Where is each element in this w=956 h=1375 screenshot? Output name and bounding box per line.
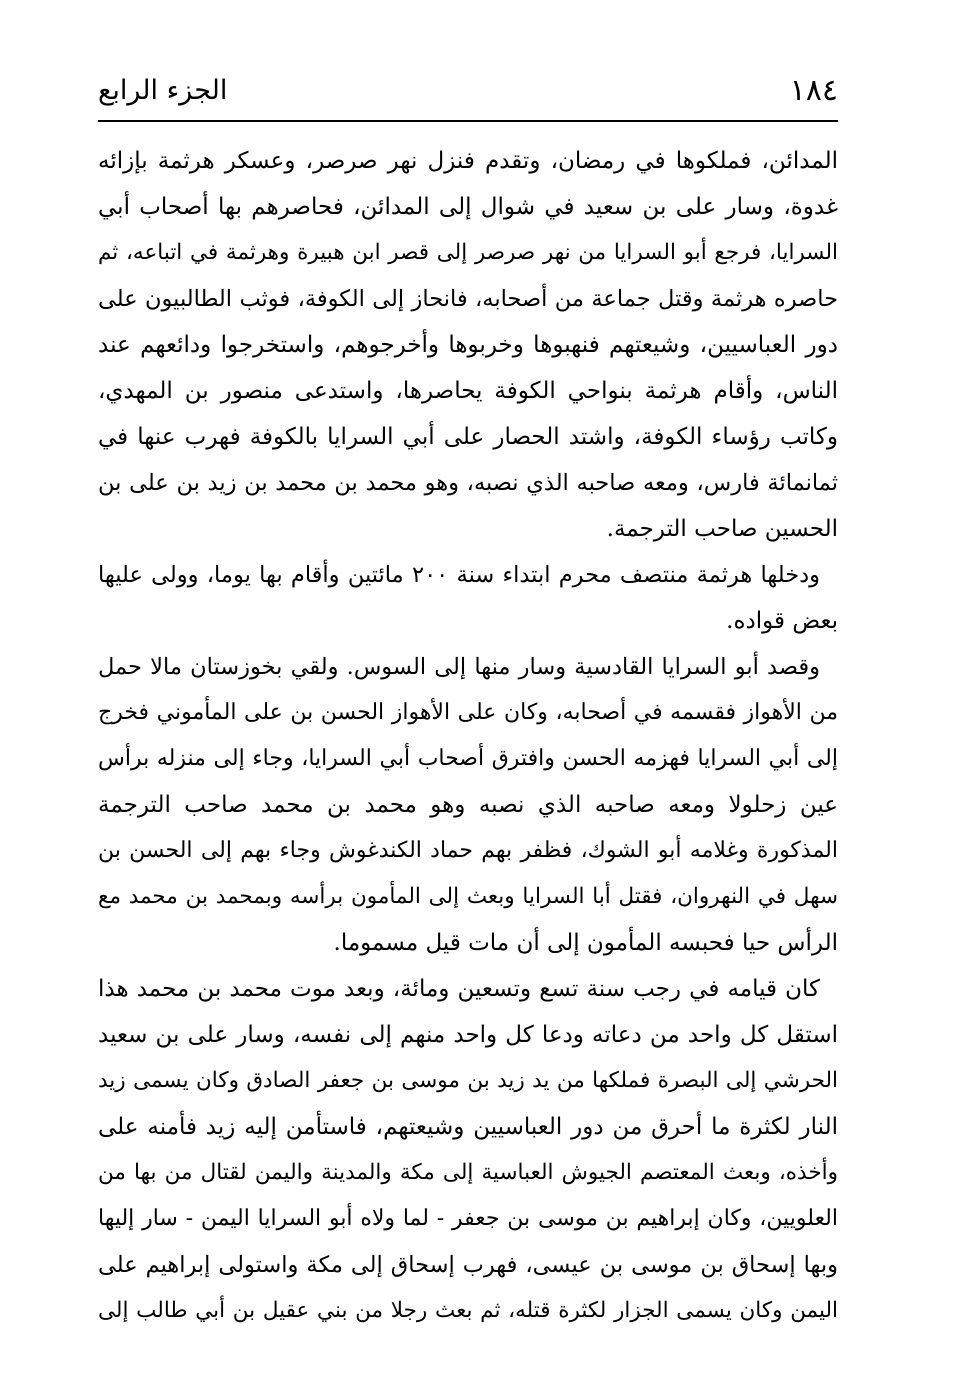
- page-number: ١٨٤: [789, 73, 838, 108]
- text-line: اليمن وكان يسمى الجزار لكثرة قتله، ثم بعث رجلا من بني عقيل بن أبي طالب إلى: [98, 1298, 838, 1323]
- text-line: ثمانمائة فارس، ومعه صاحبه الذي نصبه، وهو محمد بن محمد بن زيد بن على بن: [98, 470, 838, 496]
- text-line: وأخذه، وبعث المعتصم الجيوش العباسية إلى مكة والمدينة واليمن لقتال من بها من: [98, 1160, 838, 1185]
- text-line: من الأهواز فقسمه في أصحابه، وكان على الأهواز الحسن بن على المأموني فخرج: [98, 700, 838, 725]
- text-line: الناس، وأقام هرثمة بنواحي الكوفة يحاصرها، واستدعى منصور بن المهدي،: [98, 378, 838, 404]
- text-line: دور العباسيين، وشيعتهم فنهبوها وخربوها وأخرجوهم، واستخرجوا ودائعهم عند: [98, 332, 838, 358]
- text-line: الحسين صاحب الترجمة.: [606, 516, 838, 542]
- text-line: استقل كل واحد من دعاته ودعا كل واحد منهم إلى نفسه، وسار على بن سعيد: [98, 1022, 838, 1048]
- text-line: المدائن، فملكوها في رمضان، وتقدم فنزل نهر صرصر، وعسكر هرثمة بإزائه: [98, 148, 838, 174]
- text-line: الحرشي إلى البصرة فملكها من يد زيد بن موسى بن جعفر الصادق وكان يسمى زيد: [98, 1068, 838, 1093]
- running-title: الجزء الرابع: [98, 75, 228, 106]
- text-line: ودخلها هرثمة منتصف محرم ابتداء سنة ٢٠٠ مائتين وأقام بها يوما، وولى عليها: [98, 562, 820, 588]
- text-line: الرأس حيا فحبسه المأمون إلى أن مات قيل مسموما.: [333, 930, 838, 956]
- text-line: سهل في النهروان، فقتل أبا السرايا وبعث إلى المأمون برأسه وبمحمد بن محمد مع: [98, 884, 838, 909]
- text-line: العلويين، وكان إبراهيم بن موسى بن جعفر - لما ولاه أبو السرايا اليمن - سار إليها: [98, 1206, 838, 1231]
- text-line: عين زحلولا ومعه صاحبه الذي نصبه وهو محمد بن محمد صاحب الترجمة: [98, 792, 838, 818]
- header-divider: [98, 120, 838, 122]
- text-line: السرايا، فرجع أبو السرايا من نهر صرصر إلى قصر ابن هبيرة وهرثمة في اتباعه، ثم: [98, 240, 838, 265]
- text-line: وبها إسحاق بن موسى بن عيسى، فهرب إسحاق إلى مكة واستولى إبراهيم على: [98, 1252, 838, 1278]
- body-text: [98, 138, 838, 1334]
- text-line: حاصره هرثمة وقتل جماعة من أصحابه، فانحاز إلى الكوفة، فوثب الطالبيون على: [98, 286, 838, 312]
- text-line: إلى أبي السرايا فهزمه الحسن وافترق أصحاب أبي السرايا، وجاء إلى منزله برأس: [98, 746, 838, 771]
- text-line: النار لكثرة ما أحرق من دور العباسيين وشيعتهم، فاستأمن إليه زيد فأمنه على: [98, 1114, 838, 1140]
- text-line: غدوة، وسار على بن سعيد في شوال إلى المدائن، فحاصرهم بها أصحاب أبي: [98, 194, 838, 220]
- text-line: وقصد أبو السرايا القادسية وسار منها إلى السوس. ولقي بخوزستان مالا حمل: [98, 654, 820, 680]
- text-line: وكاتب رؤساء الكوفة، واشتد الحصار على أبي السرايا بالكوفة فهرب عنها في: [98, 424, 838, 450]
- text-line: كان قيامه في رجب سنة تسع وتسعين ومائة، وبعد موت محمد بن محمد هذا: [98, 976, 820, 1002]
- text-line: المذكورة وغلامه أبو الشوك، فظفر بهم حماد الكندغوش وجاء بهم إلى الحسن بن: [98, 838, 838, 863]
- text-line: بعض قواده.: [726, 608, 838, 634]
- page-header: [98, 66, 838, 116]
